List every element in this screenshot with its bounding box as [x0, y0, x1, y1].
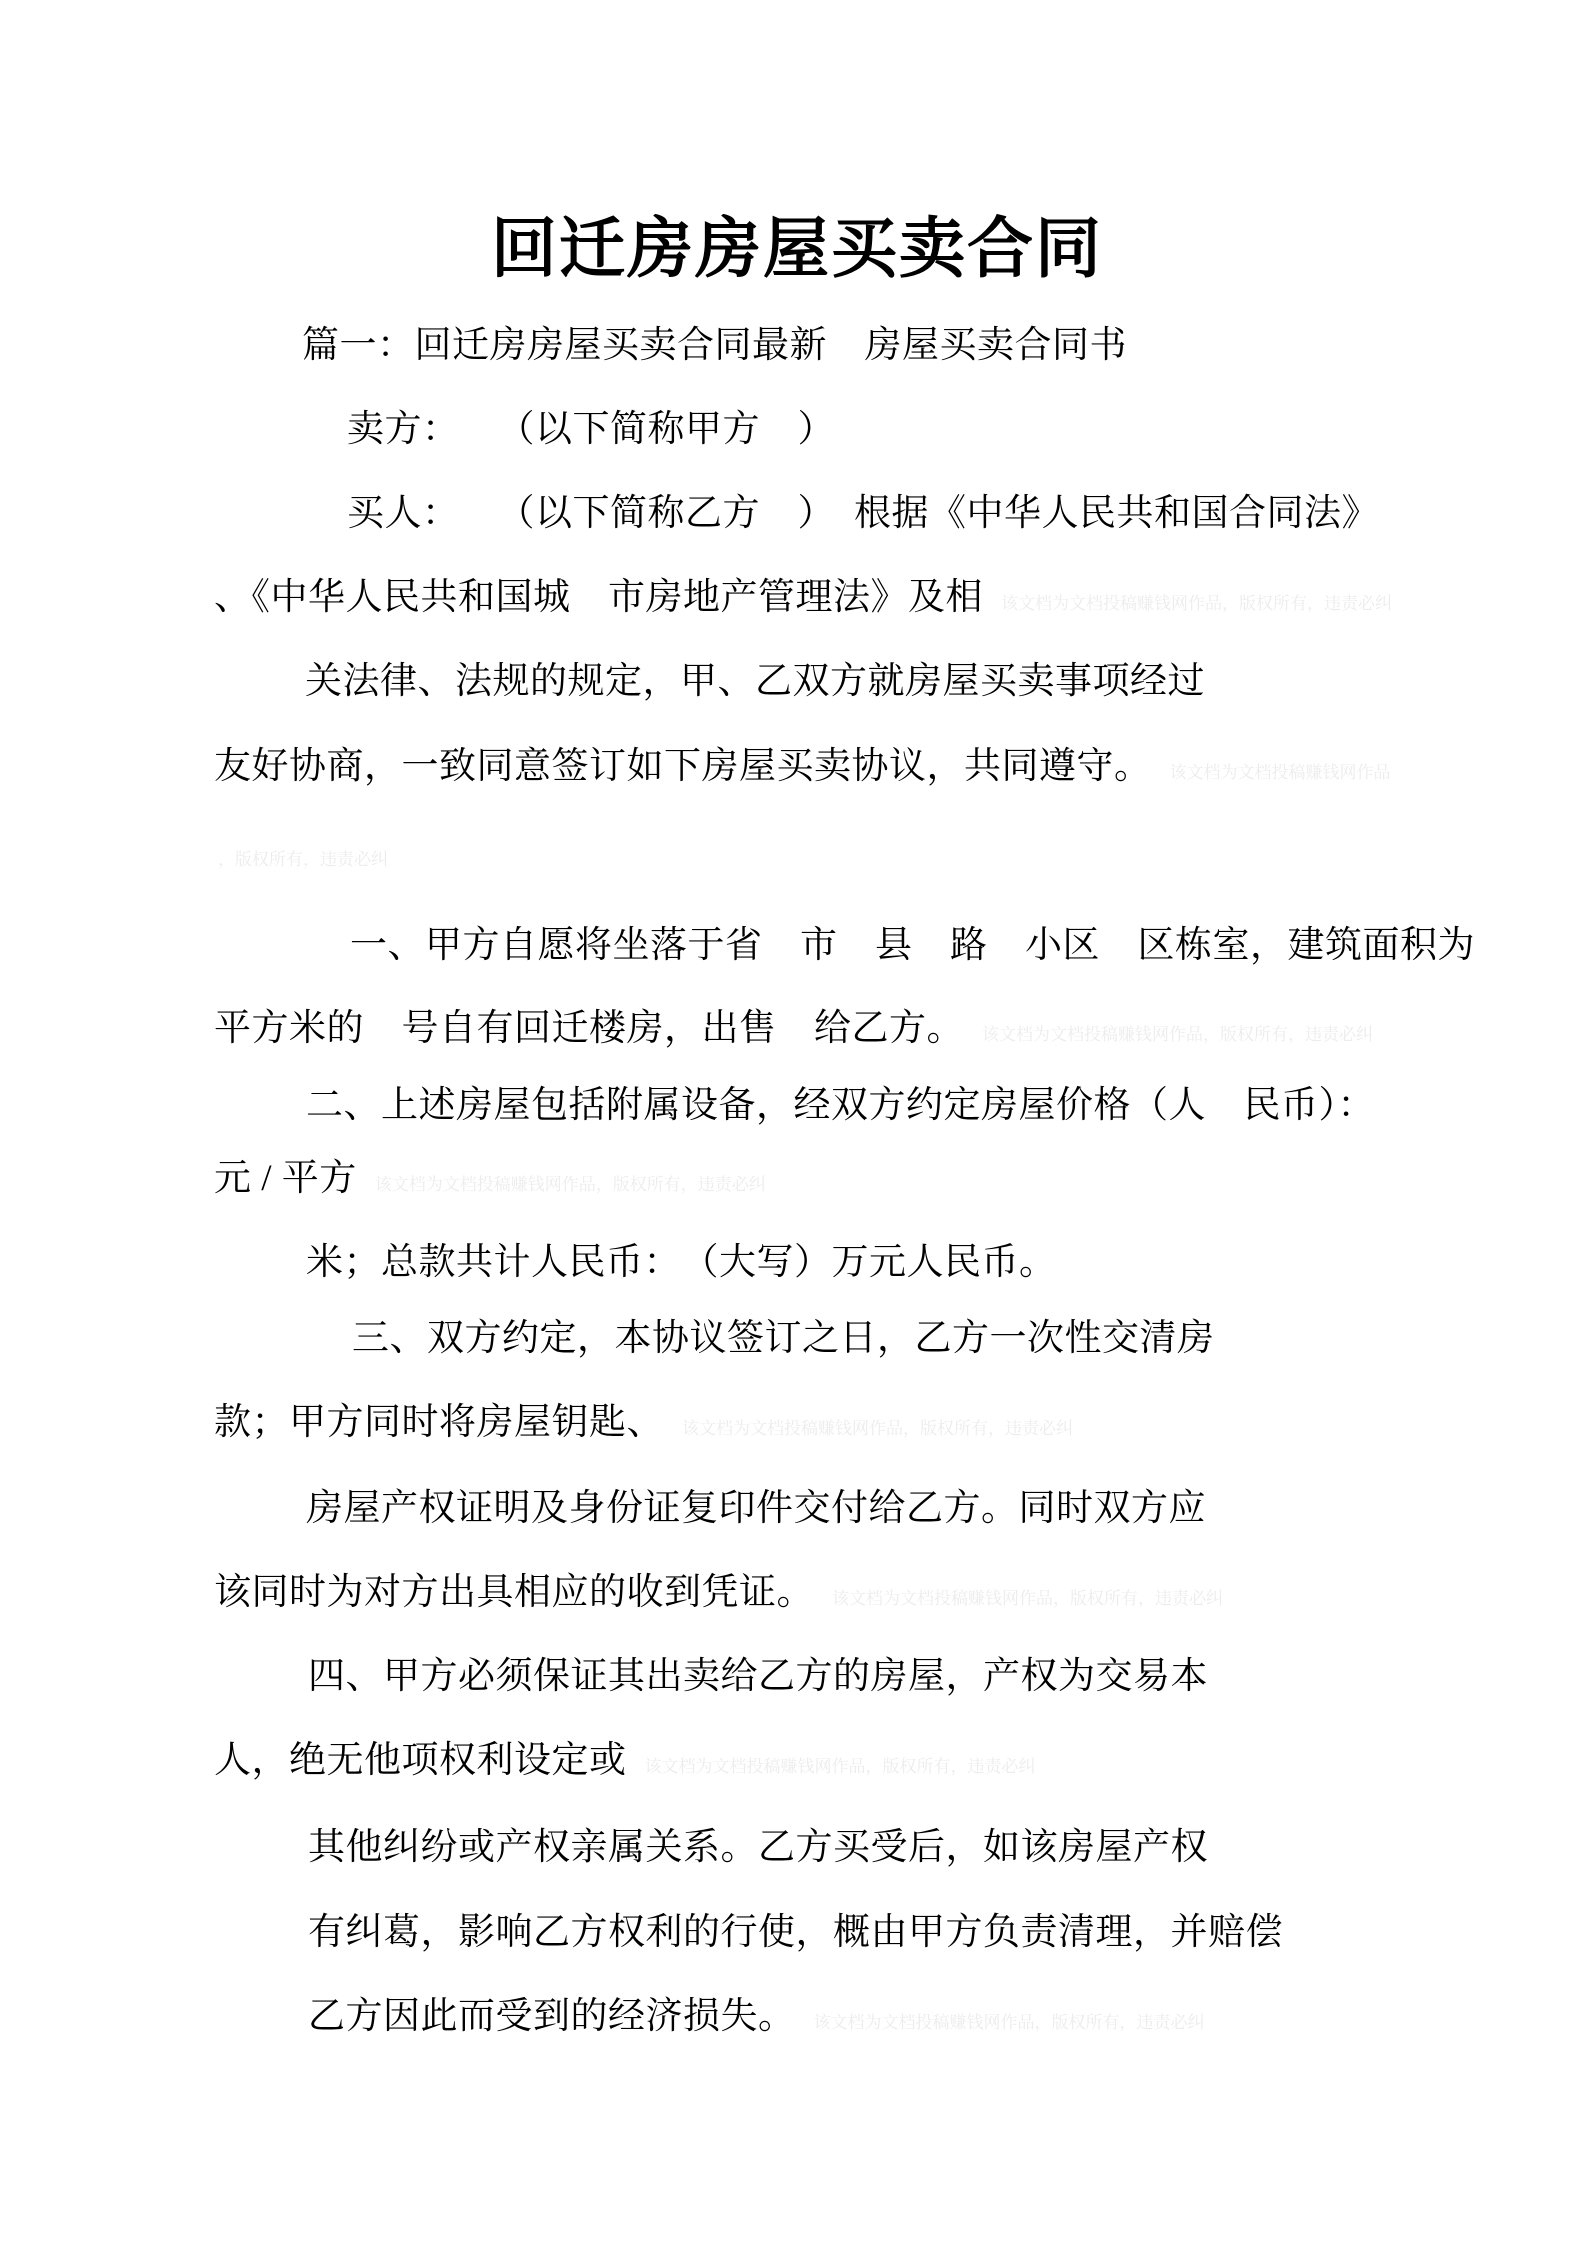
contract-line-buyer [347, 493, 1379, 536]
contract-line [214, 746, 1391, 789]
watermark-text: 该文档为文档投稿赚钱网作品 [1169, 763, 1391, 782]
watermark-text: 该文档为文档投稿赚钱网作品，版权所有，违责必纠 [1001, 594, 1392, 613]
contract-clause-3 [352, 1318, 1215, 1361]
line-text: 二、上述房屋包括附属设备，经双方约定房屋价格（人 民币）： [306, 1085, 1375, 1126]
watermark-text: 该文档为文档投稿赚钱网作品，版权所有，违责必纠 [374, 1175, 766, 1194]
contract-line [308, 1996, 1205, 2039]
line-text: 人，绝无他项权利设定或 [214, 1740, 627, 1781]
contract-line [214, 1740, 1036, 1783]
line-text: 平方米的 号自有回迁楼房，出售 给乙方。 [214, 1008, 964, 1049]
contract-line-heading [302, 325, 1127, 368]
line-text: 四、甲方必须保证其出卖给乙方的房屋，产权为交易本 [308, 1656, 1208, 1697]
contract-line [305, 661, 1205, 704]
watermark-text: 该文档为文档投稿赚钱网作品，版权所有，违责必纠 [682, 1419, 1073, 1438]
contract-line [214, 1008, 1373, 1051]
watermark-text: 该文档为文档投稿赚钱网作品，版权所有，违责必纠 [832, 1589, 1223, 1608]
contract-line [308, 1912, 1283, 1955]
watermark-wrap-line: ，版权所有，违责必纠 [218, 850, 388, 869]
line-text: 、《中华人民共和国城 市房地产管理法》及相 [214, 577, 983, 618]
line-text: 该同时为对方出具相应的收到凭证。 [214, 1572, 814, 1613]
contract-line [214, 1572, 1223, 1615]
contract-line [308, 1827, 1208, 1870]
contract-line [214, 577, 1392, 620]
contract-line [306, 1488, 1206, 1531]
line-text: 元 / 平方 [214, 1158, 357, 1199]
line-text: 米；总款共计人民币： （大写）万元人民币。 [306, 1242, 1057, 1283]
line-text: 买人： （以下简称乙方 ） 根据《中华人民共和国合同法》 [347, 493, 1379, 534]
line-text: 三、双方约定，本协议签订之日，乙方一次性交清房 [352, 1318, 1215, 1359]
line-text: 房屋产权证明及身份证复印件交付给乙方。同时双方应 [306, 1488, 1206, 1529]
watermark-text: 该文档为文档投稿赚钱网作品，版权所有，违责必纠 [982, 1025, 1373, 1044]
contract-line [214, 1402, 1073, 1445]
watermark-text: 该文档为文档投稿赚钱网作品，版权所有，违责必纠 [644, 1757, 1036, 1776]
watermark-text: 该文档为文档投稿赚钱网作品，版权所有，违责必纠 [813, 2013, 1205, 2032]
line-text: 一、甲方自愿将坐落于省 市 县 路 小区 区栋室，建筑面积为 [350, 925, 1475, 966]
line-text: 卖方： （以下简称甲方 ） [347, 409, 835, 450]
contract-clause-2 [306, 1085, 1375, 1128]
contract-line [214, 1158, 766, 1201]
contract-line-seller [347, 409, 835, 452]
document-title: 回迁房房屋买卖合同 [491, 211, 1103, 285]
line-text: 篇一：回迁房房屋买卖合同最新 房屋买卖合同书 [302, 325, 1127, 366]
line-text: 友好协商，一致同意签订如下房屋买卖协议，共同遵守。 [214, 746, 1152, 787]
line-text: 其他纠纷或产权亲属关系。乙方买受后，如该房屋产权 [308, 1827, 1208, 1868]
line-text: 有纠葛，影响乙方权利的行使，概由甲方负责清理，并赔偿 [308, 1912, 1283, 1953]
line-text: 关法律、法规的规定，甲、乙双方就房屋买卖事项经过 [305, 661, 1205, 702]
contract-clause-1 [350, 925, 1475, 968]
contract-line [306, 1242, 1057, 1285]
line-text: 款；甲方同时将房屋钥匙、 [214, 1402, 664, 1443]
line-text: 乙方因此而受到的经济损失。 [308, 1996, 796, 2037]
contract-clause-4 [308, 1656, 1208, 1699]
